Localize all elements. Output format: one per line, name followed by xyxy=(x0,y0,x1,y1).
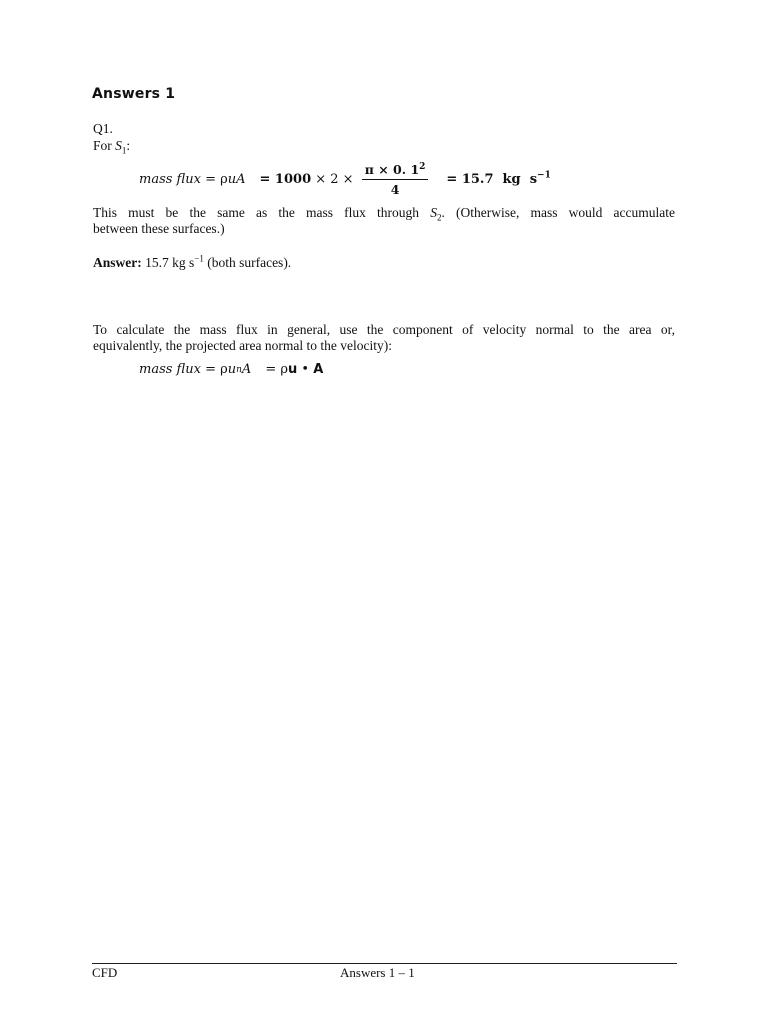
paragraph-general-flux-line2: equivalently, the projected area normal to the velocity): xyxy=(93,338,393,353)
for-s1-line xyxy=(93,138,130,154)
footer-rule xyxy=(92,963,677,964)
answer-line xyxy=(93,255,291,271)
eq2-u: u xyxy=(227,362,237,377)
eq2-rhs-A: A xyxy=(313,362,324,377)
eq2-eq-sign: = ρ xyxy=(200,362,228,377)
answer-suffix: (both surfaces). xyxy=(203,255,292,270)
paragraph-same-flux xyxy=(93,205,675,237)
eq2-rhs-u: u xyxy=(287,362,298,377)
eq1-step1: = 1000 xyxy=(259,172,312,187)
for-suffix: : xyxy=(126,138,131,153)
for-prefix: For xyxy=(93,138,116,153)
question-label: Q1. xyxy=(93,121,113,136)
eq2-rhs-dot: • xyxy=(297,362,314,377)
answer-label: Answer: xyxy=(93,255,142,270)
eq1-fraction xyxy=(362,162,429,197)
eq1-lhs: mass flux xyxy=(139,172,201,187)
footer-left: CFD xyxy=(92,965,118,980)
paragraph-same-flux-line2: between these surfaces.) xyxy=(93,221,225,236)
footer-page-label: Answers 1 – 1 xyxy=(340,965,415,980)
eq1-u: u xyxy=(227,172,237,187)
paragraph-general-flux xyxy=(93,322,675,354)
eq1-A: A xyxy=(236,172,246,187)
s1-subscript: 1 xyxy=(121,145,127,156)
mass-flux-equation-2: mass flux = ρ u n A = ρ u • A xyxy=(139,362,324,377)
eq1-result: = 15.7 kg $s^{-1}$ xyxy=(446,170,551,187)
eq1-fraction-denominator: 4 xyxy=(390,182,400,197)
eq2-A: A xyxy=(241,362,252,377)
eq1-fraction-numerator: π × 0. $1^2$ xyxy=(362,162,429,180)
paragraph-general-flux-line1: To calculate the mass flux in general, use the component of velocity normal to the area or, xyxy=(93,322,675,337)
eq1-times: × 2 × xyxy=(311,172,358,187)
eq2-lhs: mass flux xyxy=(139,362,201,377)
s1-variable: S xyxy=(115,138,122,153)
paragraph-same-flux-line1: This must be the same as the mass flux through $S_2$. (Otherwise, mass would accumulate xyxy=(93,205,675,223)
answer-value: 15.7 kg s xyxy=(141,255,195,270)
eq2-rhs-eq: = ρ xyxy=(265,362,288,377)
mass-flux-equation-1 xyxy=(139,162,551,197)
page-heading: Answers 1 xyxy=(92,86,176,102)
answer-exponent: −1 xyxy=(194,253,204,264)
eq1-eq-sign: = ρ xyxy=(200,172,228,187)
